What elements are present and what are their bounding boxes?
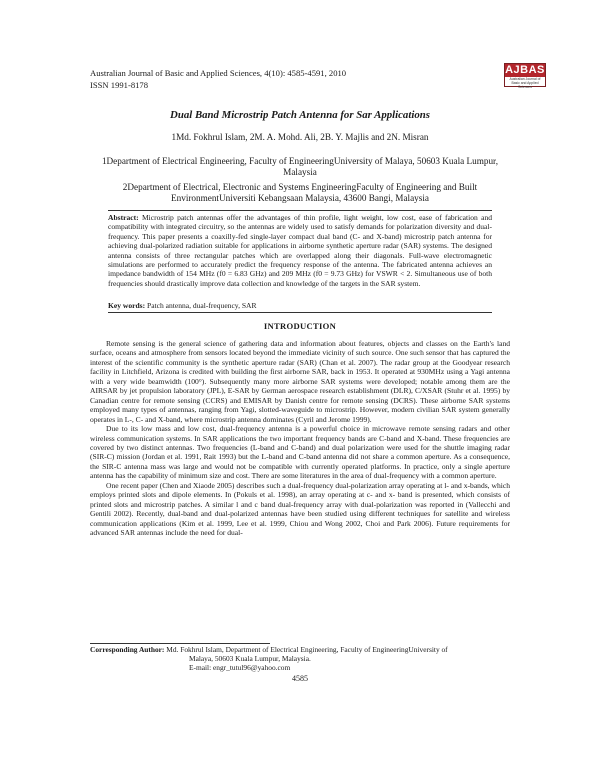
keywords bbox=[108, 301, 492, 310]
affiliation-1: 1Department of Electrical Engineering, Faculty of EngineeringUniversity of Malaya, 50603 Kuala Lumpur, Malaysia bbox=[101, 156, 499, 177]
journal-header bbox=[90, 67, 450, 91]
logo-subtitle: Australian Journal of Basic and Applied Sciences bbox=[509, 77, 541, 90]
footnote-label: Corresponding Author: bbox=[90, 645, 165, 654]
footnote-email: E-mail: engr_tutul96@yahoo.com bbox=[189, 663, 291, 672]
paper-title: Dual Band Microstrip Patch Antenna for Sar Applications bbox=[170, 109, 430, 121]
paragraph: Remote sensing is the general science of gathering data and information about features, objects and classes on the Earth's land surface, oceans and atmosphere from sensors located beyond the immediate vicinity of such source. One such sensor that has captured the interest of the scientific community is the synthetic aperture radar (SAR) (Chan et al. 2007). The radar group at the Goodyear research facility in Litchfield, Arizona is credited with building the first airborne SAR, back in 1953. It operated at 930MHz using a Yagi antenna with a very wide beamwidth (100°). Subsequently many more airborne SAR systems were developed; notable among them are the AIRSAR by jet propulsion laboratory (JPL), E-SAR by German aerospace research establishment (DLR), C/XSAR (Stuhr et al. 1995) by Canadian centre for remote sensing (CCRS) and EMISAR by Danish centre for remote sensing (DCRS). These airborne SAR systems employed many types of antennas, ranging from Yagi, slotted-waveguide to microstrip. However, modern civilian SAR system generally operates in L-, C- and X-band, where microstrip antenna dominates (Cyril and Jerome 1999). bbox=[90, 339, 510, 424]
abstract-top-rule bbox=[108, 210, 492, 211]
abstract-bottom-rule bbox=[108, 312, 492, 313]
authors: 1Md. Fokhrul Islam, 2M. A. Mohd. Ali, 2B. Y. Majlis and 2N. Misran bbox=[171, 132, 429, 142]
section-heading: INTRODUCTION bbox=[263, 321, 337, 331]
abstract bbox=[108, 213, 492, 288]
affiliation-2: 2Department of Electrical, Electronic and Systems EngineeringFaculty of Engineering and Built EnvironmentUniversiti Kebangsaan Malaysia, 43600 Bangi, Malaysia bbox=[122, 182, 478, 203]
footnote-rule bbox=[90, 643, 270, 644]
corresponding-author bbox=[90, 645, 510, 672]
logo-text: AJBAS bbox=[505, 64, 545, 76]
body-text bbox=[90, 339, 510, 538]
footnote-line2: Malaya, 50603 Kuala Lumpur, Malaysia. bbox=[189, 654, 311, 663]
paragraph: Due to its low mass and low cost, dual-frequency antenna is a powerful choice in microwave remote sensing radars and other wireless communication systems. In SAR applications the two important frequency bands are C-band and X-band. These frequencies are covered by two distinct antennas. Two frequencies (L-band and C-band) and dual polarization were used for the shuttle imaging radar (SIR-C) mission (Jordan et al. 1991, Rait 1993) but the L-band and C-band antenna did not share a common aperture. As a consequence, the SIR-C antenna mass was large and would not be compatible with currently operated platforms. In practice, only a single aperture antenna has the capability of minimum size and cost. There are some literatures in the area of dual-frequency with a common aperture. bbox=[90, 424, 510, 481]
keywords-label: Key words: bbox=[108, 301, 146, 310]
issn: ISSN 1991-8178 bbox=[90, 80, 149, 90]
journal-citation: Australian Journal of Basic and Applied Sciences, 4(10): 4585-4591, 2010 bbox=[90, 68, 347, 78]
abstract-text: Microstrip patch antennas offer the advantages of thin profile, light weight, low cost, ease of fabrication and compatibility with integrated circuitry, so the antennas are widely used to satisfy demands for polarization diversity and dual-frequency. This paper presents a coaxilly-fed single-layer compact dual band (C- and X-band) microstrip patch antenna for achieving dual-polarized radiation suitable for applications in airborne synthetic aperture radar (SAR) systems. The designed antenna consists of three rectangular patches which are overlapped along their diagonals. Full-wave electromagnetic simulations are performed to accurately predict the frequency response of the antenna. The fabricated antenna achieves an impedance bandwidth of 154 MHz (f0 = 6.83 GHz) and 209 MHz (f0 = 9.73 GHz) for VSWR < 2. Simultaneous use of both frequencies should drastically improve data collection and knowledge of the targets in the SAR system. bbox=[108, 213, 492, 288]
journal-logo bbox=[504, 63, 546, 90]
footnote-text: Md. Fokhrul Islam, Department of Electrical Engineering, Faculty of EngineeringUniversity of bbox=[164, 645, 448, 654]
page-number: 4585 bbox=[292, 674, 308, 683]
keywords-text: Patch antenna, dual-frequency, SAR bbox=[145, 301, 257, 310]
abstract-label: Abstract: bbox=[108, 213, 139, 222]
paragraph: One recent paper (Chen and Xiaode 2005) describes such a dual-frequency dual-polarization array operating at l- and x-bands, which employs printed slots and dipole elements. In (Pokuls et al. 1998), an array operating at c- and x- band is presented, which consists of printed slots and microstrip patches. A similar l and c band dual-frequency array with dual-polarization was reported in (Vallecchi and Gentili 2002). Recently, dual-band and dual-polarized antennas have been studied using different techniques for satellite and wireless communication applications (Kim et al. 1999, Lee et al. 1999, Chiou and Wong 2002, Choi and Park 2006). Future requirements for advanced SAR antennas include the need for dual- bbox=[90, 480, 510, 538]
